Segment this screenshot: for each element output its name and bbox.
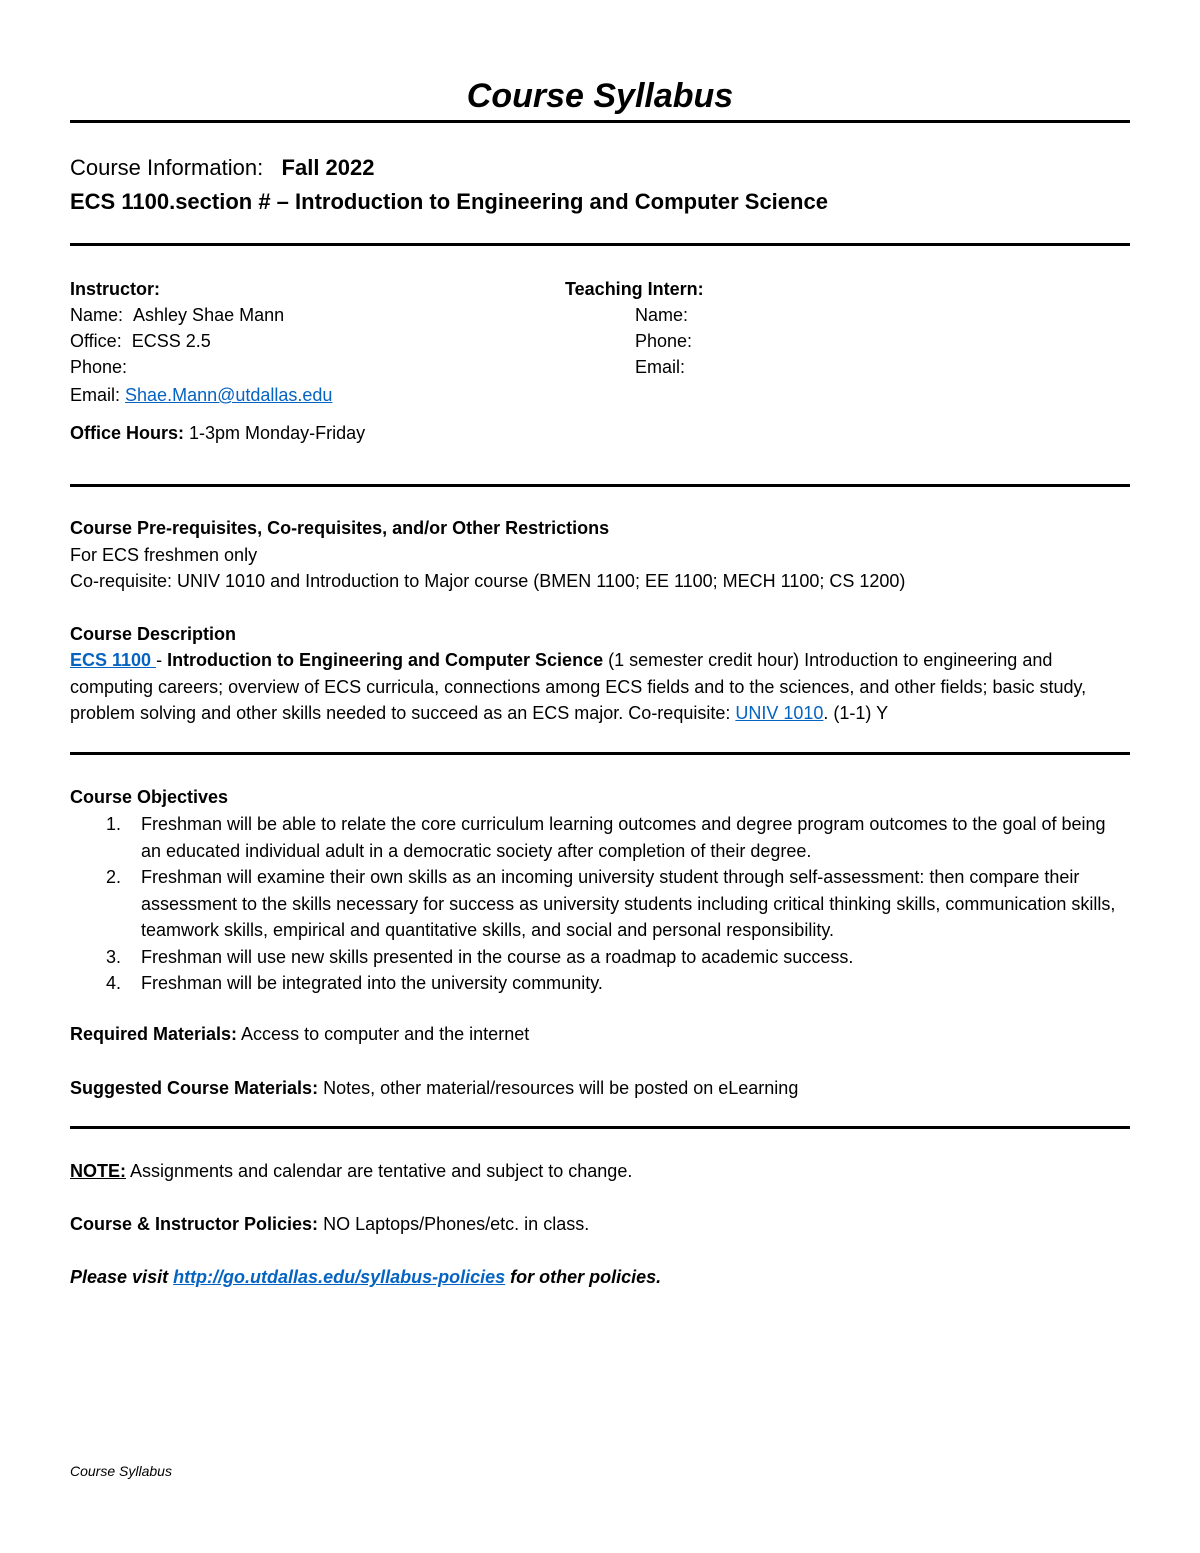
objective-number: 4. <box>106 973 122 993</box>
office-label: Office: <box>70 331 122 351</box>
document-title: Course Syllabus <box>466 77 734 115</box>
course-term: Fall 2022 <box>281 155 375 180</box>
suggested-materials-value: Notes, other material/resources will be posted on eLearning <box>318 1078 799 1098</box>
policies-label: Course & Instructor Policies: <box>70 1214 319 1234</box>
visit-prefix: Please visit <box>70 1267 174 1287</box>
name-value: Ashley Shae Mann <box>133 305 285 325</box>
objective-item <box>70 811 1130 864</box>
office-value: ECSS 2.5 <box>131 331 211 351</box>
instructor-heading: Instructor: <box>70 279 160 299</box>
objective-text: Freshman will be able to relate the core curriculum learning outcomes and degree program outcomes to the goal of being an educated individual adult in a democratic society after completion of their degree. <box>141 814 1106 861</box>
objective-number: 1. <box>106 814 122 834</box>
prereq-line-1: For ECS freshmen only <box>70 545 258 565</box>
divider <box>70 243 1130 246</box>
instructor-office <box>70 328 211 354</box>
divider <box>70 120 1130 123</box>
visit-line <box>70 1264 661 1290</box>
policies-line <box>70 1211 589 1237</box>
intern-heading: Teaching Intern: <box>565 279 704 299</box>
visit-suffix: for other policies. <box>505 1267 662 1287</box>
description-heading: Course Description <box>70 624 237 644</box>
office-hours <box>70 420 365 446</box>
divider <box>70 1126 1130 1129</box>
course-info-line <box>70 151 375 185</box>
description-text: (1 semester credit hour) Introduction to engineering and computing careers; overview of ECS curricula, connections among ECS fields and to the sciences, and other fields; basic study, problem solving and other skills needed to succeed as an ECS major. Co-requisite: <box>70 650 1087 723</box>
objective-text: Freshman will use new skills presented in the course as a roadmap to academic success. <box>141 946 854 967</box>
office-hours-value: 1-3pm Monday-Friday <box>189 423 366 443</box>
instructor-email-link[interactable]: Shae.Mann@utdallas.edu <box>125 385 333 405</box>
course-info-label: Course Information: <box>70 155 264 180</box>
objective-number: 2. <box>106 867 122 887</box>
objective-text: Freshman will be integrated into the university community. <box>141 973 603 993</box>
divider <box>70 752 1130 755</box>
description-body <box>70 647 1130 727</box>
note-line <box>70 1158 632 1184</box>
email-label: Email: <box>70 385 121 405</box>
ecs-1100-link[interactable]: ECS 1100 <box>70 650 157 670</box>
prereq-line-2: Co-requisite: UNIV 1010 and Introduction to Major course (BMEN 1100; EE 1100; MECH 1100; CS 1200) <box>70 571 906 591</box>
objectives-heading: Course Objectives <box>70 787 229 807</box>
course-title-line: ECS 1100.section # – Introduction to Engineering and Computer Science <box>70 189 828 214</box>
note-value: Assignments and calendar are tentative and subject to change. <box>126 1161 633 1181</box>
intern-phone: Phone: <box>635 331 693 351</box>
objective-item <box>70 864 1130 944</box>
suggested-materials-label: Suggested Course Materials: <box>70 1078 319 1098</box>
objective-number: 3. <box>106 946 122 967</box>
instructor-email <box>70 382 332 408</box>
office-hours-label: Office Hours: <box>70 423 185 443</box>
objective-item <box>70 970 1130 997</box>
required-materials-value: Access to computer and the internet <box>237 1024 530 1044</box>
required-materials-label: Required Materials: <box>70 1024 238 1044</box>
description-tail: . (1-1) Y <box>823 703 889 723</box>
intern-email: Email: <box>635 357 686 377</box>
syllabus-policies-link[interactable]: http://go.utdallas.edu/syllabus-policies <box>173 1267 506 1287</box>
intern-name: Name: <box>635 305 689 325</box>
note-label: NOTE: <box>70 1161 126 1181</box>
univ-1010-link[interactable]: UNIV 1010 <box>735 703 824 723</box>
objective-text: Freshman will examine their own skills as an incoming university student through self-assessment: then compare their assessment to the skills necessary for success as university students including critical thinking skills, communication skills, teamwork skills, empirical and quantitative skills, and social and personal responsibility. <box>141 867 1116 940</box>
suggested-materials <box>70 1075 798 1101</box>
objective-item <box>70 944 1130 971</box>
instructor-name <box>70 302 284 328</box>
description-course-title: Introduction to Engineering and Computer Science <box>167 650 604 670</box>
prereq-heading: Course Pre-requisites, Co-requisites, and/or Other Restrictions <box>70 518 610 538</box>
policies-value: NO Laptops/Phones/etc. in class. <box>318 1214 590 1234</box>
required-materials <box>70 1021 529 1047</box>
name-label: Name: <box>70 305 124 325</box>
instructor-phone: Phone: <box>70 357 128 377</box>
divider <box>70 484 1130 487</box>
page-footer: Course Syllabus <box>70 1463 172 1479</box>
description-dash: - <box>156 650 168 670</box>
objectives-list <box>70 811 1130 997</box>
